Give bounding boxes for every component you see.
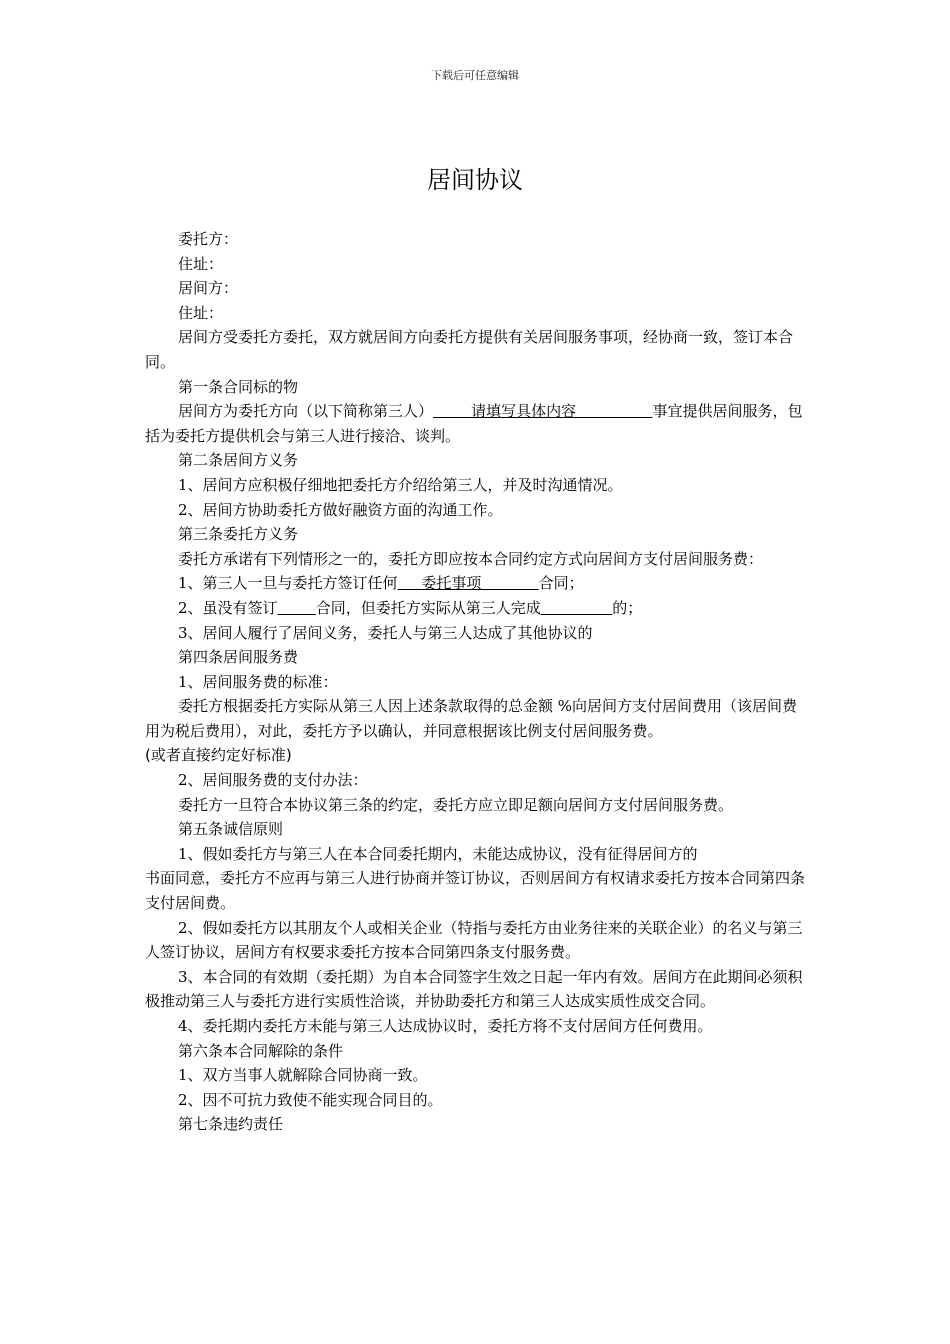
article-2-item: 2、居间方协助委托方做好融资方面的沟通工作。 [178, 500, 503, 519]
article-1-text-b: 事宜提供居间服务，包括为委托方提供机会与第三人进行接洽、谈判。 [145, 402, 803, 445]
intro-paragraph: 居间方受委托方委托，双方就居间方向委托方提供有关居间服务事项，经协商一致，签订本合同。 [145, 328, 794, 371]
article-1-title: 第一条合同标的物 [178, 377, 299, 396]
fee-standard-title: 1、居间服务费的标准： [178, 672, 338, 691]
article-5-item-2: 2、假如委托方以其朋友个人或相关企业（特指与委托方由业务往来的关联企业）的名义与第三人签订协议，居间方有权要求委托方按本合同第四条支付服务费。 [145, 918, 803, 962]
article-1-text [145, 399, 810, 448]
article-3-item-1-a: 1、第三人一旦与委托方签订任何 [178, 574, 398, 593]
client-field: 委托方： [178, 230, 239, 248]
entrusted-matter-blank[interactable]: 委托事项 [397, 574, 539, 593]
article-7-title: 第七条违约责任 [178, 1115, 284, 1134]
article-5-title: 第五条诚信原则 [178, 820, 284, 839]
broker-address-field: 住址： [178, 303, 224, 322]
broker-field: 居间方： [178, 279, 239, 298]
fee-standard-note: (或者直接约定好标准) [145, 746, 292, 765]
page-header: 下载后可任意编辑 [431, 69, 519, 82]
article-5-item-4: 4、委托期内委托方未能与第三人达成协议时，委托方将不支付居间方任何费用。 [178, 1017, 713, 1035]
article-5-item-1 [145, 842, 810, 916]
fee-payment-title: 2、居间服务费的支付办法： [178, 771, 368, 790]
article-4-title: 第四条居间服务费 [178, 648, 299, 667]
article-5-item-1-b: 书面同意，委托方不应再与第三人进行协商并签订协议，否则居间方有权请求委托方按本合同第四条支付居间费。 [145, 869, 806, 913]
subject-blank[interactable]: 请填写具体内容 [433, 402, 653, 421]
article-5-item-1-a: 1、假如委托方与第三人在本合同委托期内，未能达成协议，没有征得居间方的 [178, 844, 698, 863]
article-3-lead: 委托方承诺有下列情形之一的，委托方即应按本合同约定方式向居间方支付居间服务费： [178, 549, 764, 568]
article-3-item-3: 3、居间人履行了居间义务，委托人与第三人达成了其他协议的 [178, 623, 593, 642]
article-6-item: 2、因不可抗力致使不能实现合同目的。 [178, 1090, 443, 1109]
article-2-title: 第二条居间方义务 [178, 451, 299, 470]
article-3-item-2-b: 合同，但委托方实际从第三人完成 [315, 598, 541, 617]
article-3-item-2-c: 的； [612, 598, 643, 617]
article-5-item-3: 3、本合同的有效期（委托期）为自本合同签字生效之日起一年内有效。居间方在此期间必须积极推动第三人与委托方进行实质性洽谈，并协助委托方和第三人达成实质性成交合同。 [145, 967, 803, 1011]
completion-blank[interactable] [541, 599, 613, 617]
article-3-item-2 [145, 596, 810, 621]
article-6-title: 第六条本合同解除的条件 [178, 1041, 344, 1060]
article-3-title: 第三条委托方义务 [178, 525, 299, 544]
article-3-item-2-a: 2、虽没有签订 [178, 598, 278, 617]
client-address-field: 住址： [178, 254, 224, 273]
article-3-item-1-b: 合同； [538, 574, 584, 593]
document-title: 居间协议 [427, 166, 523, 194]
article-1-text-a: 居间方为委托方向（以下简称第三人） [178, 402, 434, 421]
contract-blank[interactable] [278, 599, 316, 617]
article-2-item: 1、居间方应积极仔细地把委托方介绍给第三人，并及时沟通情况。 [178, 475, 623, 494]
fee-standard-text: 委托方根据委托方实际从第三人因上述条款取得的总金额 %向居间方支付居间费用（该居间费用为税后费用），对此，委托方予以确认，并同意根据该比例支付居间服务费。 [145, 697, 798, 740]
fee-payment-text: 委托方一旦符合本协议第三条的约定，委托方应立即足额向居间方支付居间服务费。 [178, 795, 734, 814]
document-body [145, 227, 810, 1137]
article-6-item: 1、双方当事人就解除合同协商一致。 [178, 1066, 428, 1085]
article-3-item-1 [145, 571, 810, 596]
